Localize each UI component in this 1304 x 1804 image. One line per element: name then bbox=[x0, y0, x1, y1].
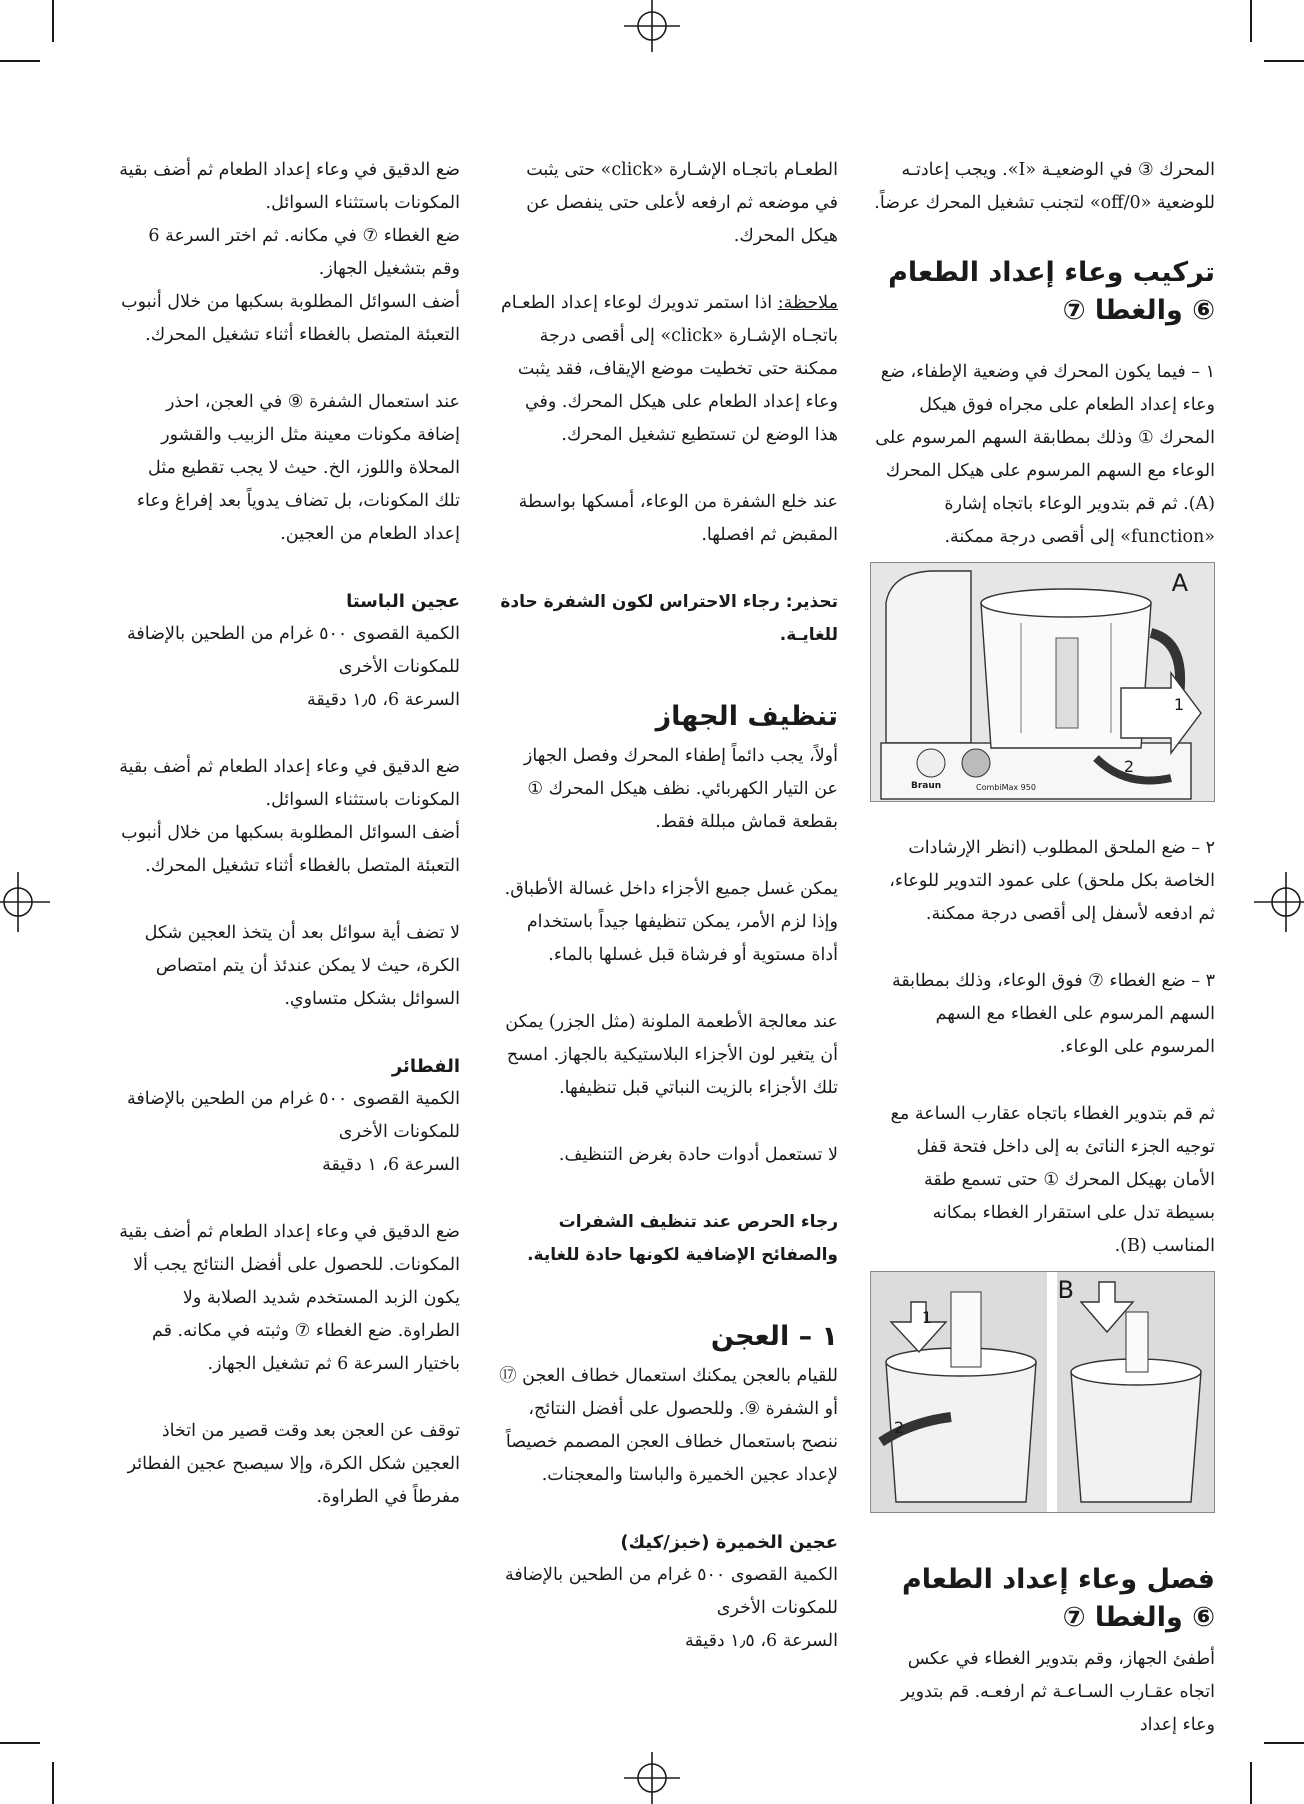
food-processor-illustration bbox=[871, 563, 1214, 801]
removal-continued-text: الطعـام باتجـاه الإشـارة «click» حتى يثبت في موضعه ثم ارفعه لأعلى حتى ينفصل عن هيكل المحرك. bbox=[526, 160, 838, 246]
figure-b bbox=[870, 1271, 1215, 1513]
crop-mark bbox=[1250, 1762, 1252, 1804]
removal-text: أطفئ الجهاز، وقم بتدوير الغطاء في عكس اتجاه عقـارب السـاعـة ثم ارفعـه. قم بتدوير وعاء إعداد bbox=[901, 1649, 1215, 1735]
crop-mark bbox=[1264, 60, 1304, 62]
figure-a-arrow-1-label: 1 bbox=[1173, 695, 1184, 714]
left-text-1: ضع الدقيق في وعاء إعداد الطعام ثم أضف بقية المكونات باستثناء السوائل. bbox=[119, 160, 460, 213]
left-text-2: ضع الغطاء ⑦ في مكانه. ثم اختر السرعة 6 وقم بتشغيل الجهاز. bbox=[148, 226, 460, 279]
pasta-dough-speed: السرعة 6، ١٫٥ دقيقة bbox=[307, 690, 460, 710]
section-heading-removal: فصل وعاء إعداد الطعام ⑥ والغطا ⑦ bbox=[901, 1564, 1215, 1633]
step-3-text: ٣ – ضع الغطاء ⑦ فوق الوعاء، وذلك بمطابقة السهم المرسوم على الغطاء مع السهم المرسوم على الوعاء. bbox=[891, 971, 1215, 1057]
kneading-text: للقيام بالعجن يمكنك استعمال خطاف العجن ⑰ أو الشفرة ⑨. وللحصول على أفضل النتائج، ننصح باستعمال خطاف العجن المصمم خصيصاً لإعداد عجين الخميرة والباستا والمعجنات. bbox=[499, 1366, 838, 1485]
step-1-text: ١ – فيما يكون المحرك في وضعية الإطفاء، ضع وعاء إعداد الطعام على مجراه فوق هيكل المحرك ① وذلك بمطابقة السهم المرسوم على الوعاء مع السهم المرسوم على هيكل المحرك (A). ثم قم بتدوير الوعاء باتجاه إشارة «function» إلى أقصى درجة ممكنة. bbox=[875, 362, 1215, 547]
note-paragraph bbox=[498, 287, 838, 452]
registration-mark bbox=[1252, 862, 1304, 942]
pastry-quantity: الكمية القصوى ٥٠٠ غرام من الطحين بالإضافة للمكونات الأخرى bbox=[127, 1089, 460, 1142]
crop-mark bbox=[0, 1742, 40, 1744]
middle-column bbox=[498, 154, 838, 1658]
note-text: اذا استمر تدويرك لوعاء إعداد الطعـام باتجـاه الإشـارة «click» إلى أقصى درجة ممكنة حتى تخطيت موضع الإيقاف، فقد يثبت وعاء إعداد الطعام على هيكل المحرك. وفي هذا الوضع لن تستطيع تشغيل المحرك. bbox=[500, 293, 838, 445]
yeast-dough-speed: السرعة 6، ١٫٥ دقيقة bbox=[685, 1631, 838, 1651]
left-text-5: ضع الدقيق في وعاء إعداد الطعام ثم أضف بقية المكونات باستثناء السوائل. bbox=[119, 757, 460, 810]
cleaning-text-2: يمكن غسل جميع الأجزاء داخل غسالة الأطباق. وإذا لزم الأمر، يمكن تنظيفها جيداً باستخدام أداة مستوية أو فرشاة قبل غسلها بالماء. bbox=[504, 879, 838, 965]
figure-a-model: CombiMax 950 bbox=[976, 783, 1036, 792]
figure-a bbox=[870, 562, 1215, 802]
crop-mark bbox=[1264, 1742, 1304, 1744]
blade-removal-text: عند خلع الشفرة من الوعاء، أمسكها بواسطة المقبض ثم افصلها. bbox=[518, 492, 838, 545]
section-heading-kneading: ١ – العجن bbox=[710, 1321, 838, 1352]
cleaning-text-3: عند معالجة الأطعمة الملونة (مثل الجزر) يمكن أن يتغير لون الأجزاء البلاستيكية بالجهاز. امسح تلك الأجزاء بالزيت النباتي قبل تنظيفها. bbox=[505, 1012, 838, 1098]
yeast-dough-quantity: الكمية القصوى ٥٠٠ غرام من الطحين بالإضافة للمكونات الأخرى bbox=[505, 1565, 838, 1618]
figure-b-arrow-2-label: 2 bbox=[893, 1418, 904, 1437]
registration-mark bbox=[610, 0, 694, 52]
intro-text: المحرك ③ في الوضعيـة «I». ويجب إعادتـه للوضعية «off/0» لتجنب تشغيل المحرك عرضاً. bbox=[874, 160, 1215, 213]
left-text-9: توقف عن العجن بعد وقت قصير من اتخاذ العجين شكل الكرة، وإلا سيصبح عجين الفطائر مفرطاً في الطراوة. bbox=[127, 1421, 460, 1507]
section-heading-cleaning: تنظيف الجهاز bbox=[655, 701, 838, 732]
figure-a-brand: Braun bbox=[911, 781, 942, 791]
left-text-8: ضع الدقيق في وعاء إعداد الطعام ثم أضف بقية المكونات. للحصول على أفضل النتائج يجب ألا يكون الزبد المستخدم شديد الصلابة ولا الطراوة. ضع الغطاء ⑦ وثبته في مكانه. قم باختيار السرعة 6 ثم تشغيل الجهاز. bbox=[119, 1222, 460, 1374]
right-column bbox=[870, 154, 1215, 1776]
registration-mark bbox=[610, 1752, 694, 1804]
left-column bbox=[118, 154, 460, 1548]
cleaning-text-4: لا تستعمل أدوات حادة بغرض التنظيف. bbox=[558, 1145, 838, 1165]
crop-mark bbox=[0, 60, 40, 62]
left-text-6: أضف السوائل المطلوبة بسكبها من خلال أنبوب التعبئة المتصل بالغطاء أثناء تشغيل المحرك. bbox=[121, 823, 460, 876]
pastry-heading: الفطائر bbox=[391, 1056, 460, 1077]
figure-b-label: B bbox=[1057, 1276, 1074, 1304]
pasta-dough-quantity: الكمية القصوى ٥٠٠ غرام من الطحين بالإضافة للمكونات الأخرى bbox=[127, 624, 460, 677]
yeast-dough-heading: عجين الخميرة (خبز/كيك) bbox=[620, 1532, 838, 1553]
figure-b-arrow-1-label: 1 bbox=[921, 1308, 932, 1327]
crop-mark bbox=[52, 1762, 54, 1804]
registration-mark bbox=[0, 862, 52, 942]
pasta-dough-heading: عجين الباستا bbox=[346, 591, 460, 612]
left-text-4: عند استعمال الشفرة ⑨ في العجن، احذر إضافة مكونات معينة مثل الزبيب والقشور المحلاة واللوز، الخ. حيث لا يجب تقطيع مثل تلك المكونات، بل تضاف يدوياً بعد إفراغ وعاء إعداد الطعام من العجين. bbox=[136, 392, 460, 544]
figure-a-label: A bbox=[1171, 569, 1188, 597]
left-text-3: أضف السوائل المطلوبة بسكبها من خلال أنبوب التعبئة المتصل بالغطاء أثناء تشغيل المحرك. bbox=[121, 292, 460, 345]
pastry-speed: السرعة 6، ١ دقيقة bbox=[322, 1155, 460, 1175]
step-2-text: ٢ – ضع الملحق المطلوب (انظر الإرشادات الخاصة بكل ملحق) على عمود التدوير للوعاء، ثم ادفعه لأسفل إلى أقصى درجة ممكنة. bbox=[889, 838, 1215, 924]
cleaning-text-1: أولاً، يجب دائماً إطفاء المحرك وفصل الجهاز عن التيار الكهربائي. نظف هيكل المحرك ① بقطعة قماش مبللة فقط. bbox=[523, 746, 838, 832]
warning-text: تحذير: رجاء الاحتراس لكون الشفرة حادة للغايـة. bbox=[500, 592, 838, 645]
section-heading-assembly: تركيب وعاء إعداد الطعام ⑥ والغطا ⑦ bbox=[888, 257, 1215, 326]
note-label: ملاحظة: bbox=[777, 293, 838, 313]
cleaning-warning: رجاء الحرص عند تنظيف الشفرات والصفائح الإضافية لكونها حادة للغاية. bbox=[527, 1212, 838, 1265]
crop-mark bbox=[1250, 0, 1252, 42]
crop-mark bbox=[52, 0, 54, 42]
step-4-text: ثم قم بتدوير الغطاء باتجاه عقارب الساعة مع توجيه الجزء الناتئ به إلى داخل فتحة قفل الأمان بهيكل المحرك ① حتى تسمع طقة بسيطة تدل على استقرار الغطاء بمكانه المناسب (B). bbox=[890, 1104, 1215, 1256]
left-text-7: لا تضف أية سوائل بعد أن يتخذ العجين شكل الكرة، حيث لا يمكن عندئذ أن يتم امتصاص السوائل بشكل متساوي. bbox=[144, 923, 460, 1009]
figure-a-arrow-2-label: 2 bbox=[1123, 757, 1134, 776]
